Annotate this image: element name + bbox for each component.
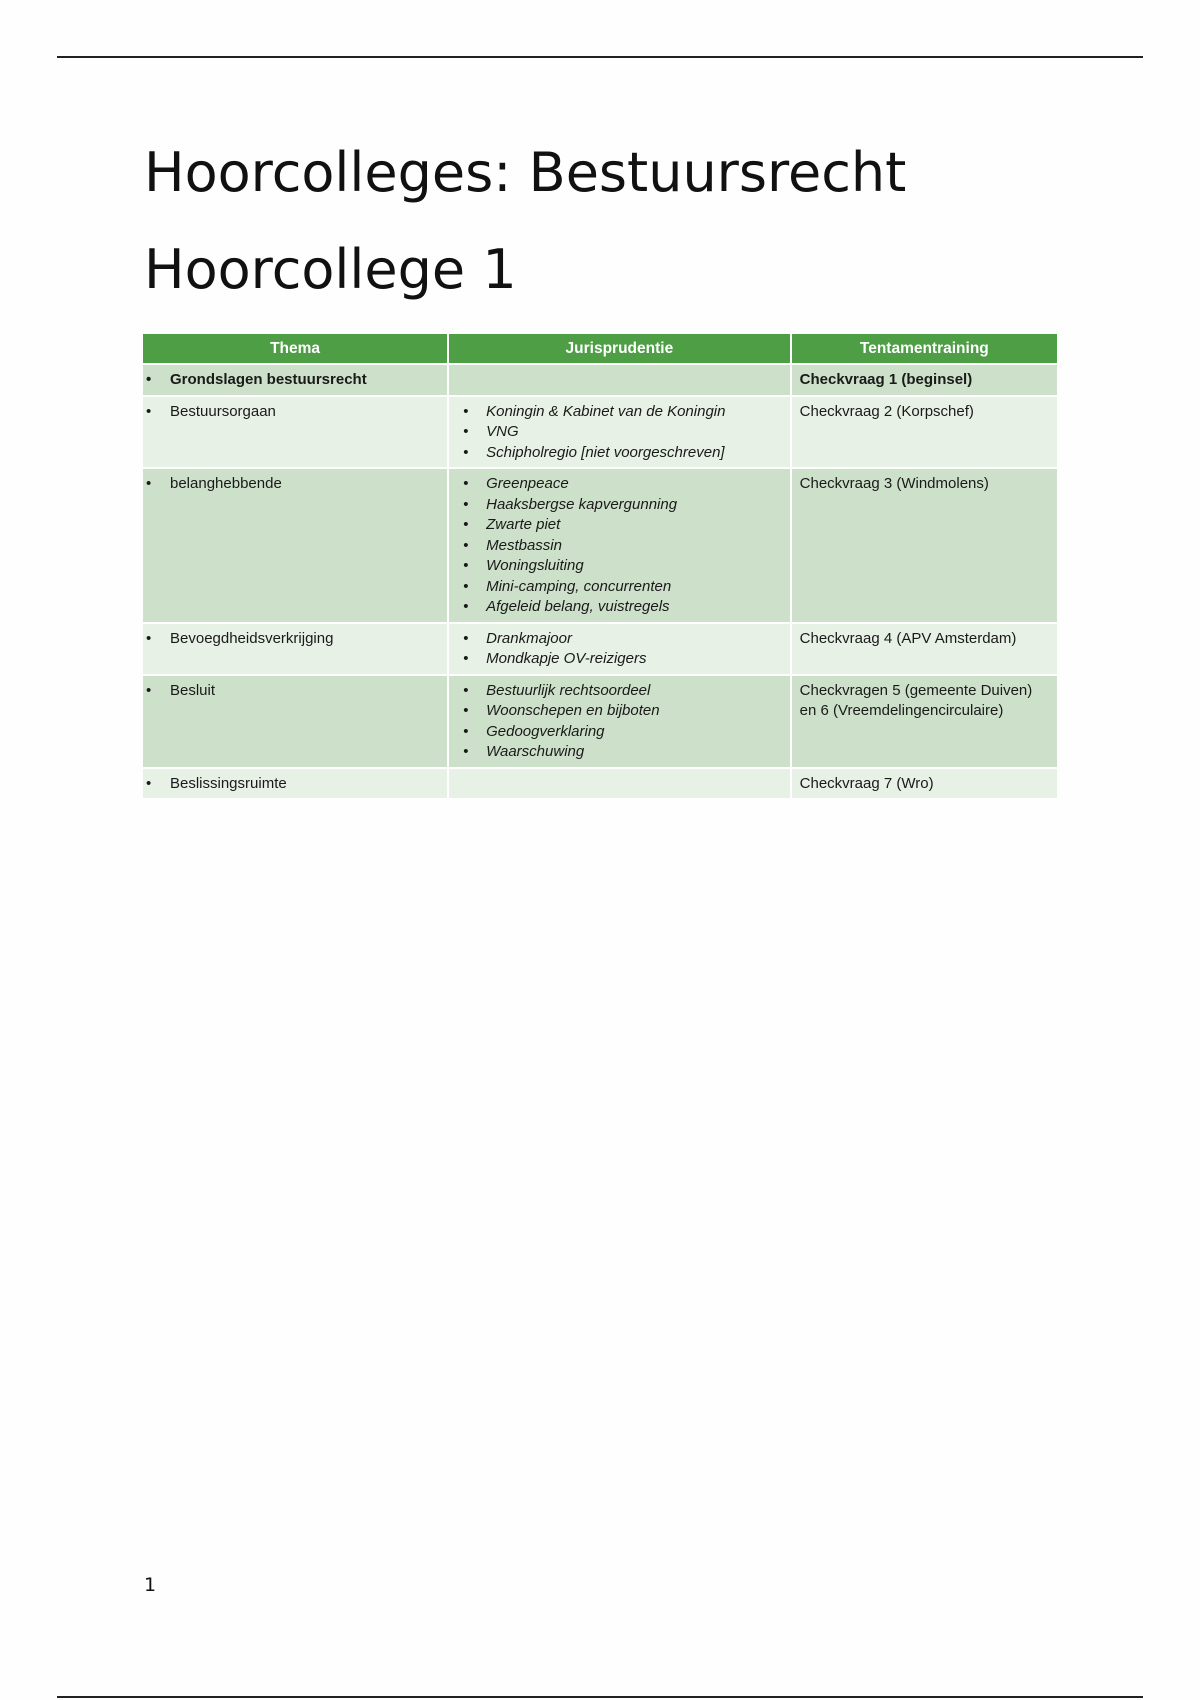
jurisprudentie-item: • Greenpeace bbox=[457, 474, 782, 495]
header-tentamentraining: Tentamentraining bbox=[791, 334, 1057, 364]
jurisprudentie-item: • Mestbassin bbox=[457, 536, 782, 557]
thema-cell bbox=[143, 675, 448, 768]
header-thema: Thema bbox=[143, 334, 448, 364]
jurisprudentie-item: • Woonschepen en bijboten bbox=[457, 701, 782, 722]
thema-cell bbox=[143, 396, 448, 469]
tentamentraining-cell: Checkvraag 2 (Korpschef) bbox=[791, 396, 1057, 469]
thema-cell bbox=[143, 768, 448, 799]
jurisprudentie-cell bbox=[448, 768, 791, 799]
thema-item: • Beslissingsruimte bbox=[146, 774, 439, 795]
document-title: Hoorcolleges: Bestuursrecht bbox=[144, 141, 907, 204]
thema-cell bbox=[143, 623, 448, 675]
tentamentraining-cell: Checkvraag 1 (beginsel) bbox=[791, 364, 1057, 396]
thema-item: • Besluit bbox=[146, 681, 439, 702]
table-row bbox=[143, 396, 1057, 469]
jurisprudentie-item: • Zwarte piet bbox=[457, 515, 782, 536]
table-row bbox=[143, 623, 1057, 675]
thema-item: • Bevoegdheidsverkrijging bbox=[146, 629, 439, 650]
jurisprudentie-item: • Mondkapje OV-reizigers bbox=[457, 649, 782, 670]
jurisprudentie-cell bbox=[448, 675, 791, 768]
header-rule bbox=[57, 56, 1143, 58]
table-row bbox=[143, 364, 1057, 396]
thema-item: • belanghebbende bbox=[146, 474, 439, 495]
jurisprudentie-item: • Waarschuwing bbox=[457, 742, 782, 763]
page-number: 1 bbox=[144, 1574, 157, 1596]
footer-rule bbox=[57, 1696, 1143, 1698]
section-heading: Hoorcollege 1 bbox=[144, 238, 517, 301]
table-row bbox=[143, 768, 1057, 799]
jurisprudentie-item: • Drankmajoor bbox=[457, 629, 782, 650]
thema-item: • Bestuursorgaan bbox=[146, 402, 439, 423]
jurisprudentie-cell bbox=[448, 468, 791, 623]
jurisprudentie-item: • Schipholregio [niet voorgeschreven] bbox=[457, 443, 782, 464]
jurisprudentie-item: • Koningin & Kabinet van de Koningin bbox=[457, 402, 782, 423]
header-jurisprudentie: Jurisprudentie bbox=[448, 334, 791, 364]
jurisprudentie-item: • Afgeleid belang, vuistregels bbox=[457, 597, 782, 618]
table-row bbox=[143, 675, 1057, 768]
jurisprudentie-item: • Haaksbergse kapvergunning bbox=[457, 495, 782, 516]
jurisprudentie-item: • VNG bbox=[457, 422, 782, 443]
thema-cell bbox=[143, 468, 448, 623]
lecture-overview-table bbox=[143, 334, 1057, 798]
thema-item: • Grondslagen bestuursrecht bbox=[146, 370, 439, 391]
table-row bbox=[143, 468, 1057, 623]
jurisprudentie-item: • Bestuurlijk rechtsoordeel bbox=[457, 681, 782, 702]
jurisprudentie-item: • Woningsluiting bbox=[457, 556, 782, 577]
jurisprudentie-cell bbox=[448, 396, 791, 469]
jurisprudentie-item: • Mini-camping, concurrenten bbox=[457, 577, 782, 598]
jurisprudentie-item: • Gedoogverklaring bbox=[457, 722, 782, 743]
tentamentraining-cell: Checkvraag 3 (Windmolens) bbox=[791, 468, 1057, 623]
tentamentraining-cell: Checkvragen 5 (gemeente Duiven) en 6 (Vreemdelingencirculaire) bbox=[791, 675, 1057, 768]
jurisprudentie-cell bbox=[448, 623, 791, 675]
thema-cell bbox=[143, 364, 448, 396]
tentamentraining-cell: Checkvraag 4 (APV Amsterdam) bbox=[791, 623, 1057, 675]
tentamentraining-cell: Checkvraag 7 (Wro) bbox=[791, 768, 1057, 799]
table-header-row bbox=[143, 334, 1057, 364]
jurisprudentie-cell bbox=[448, 364, 791, 396]
